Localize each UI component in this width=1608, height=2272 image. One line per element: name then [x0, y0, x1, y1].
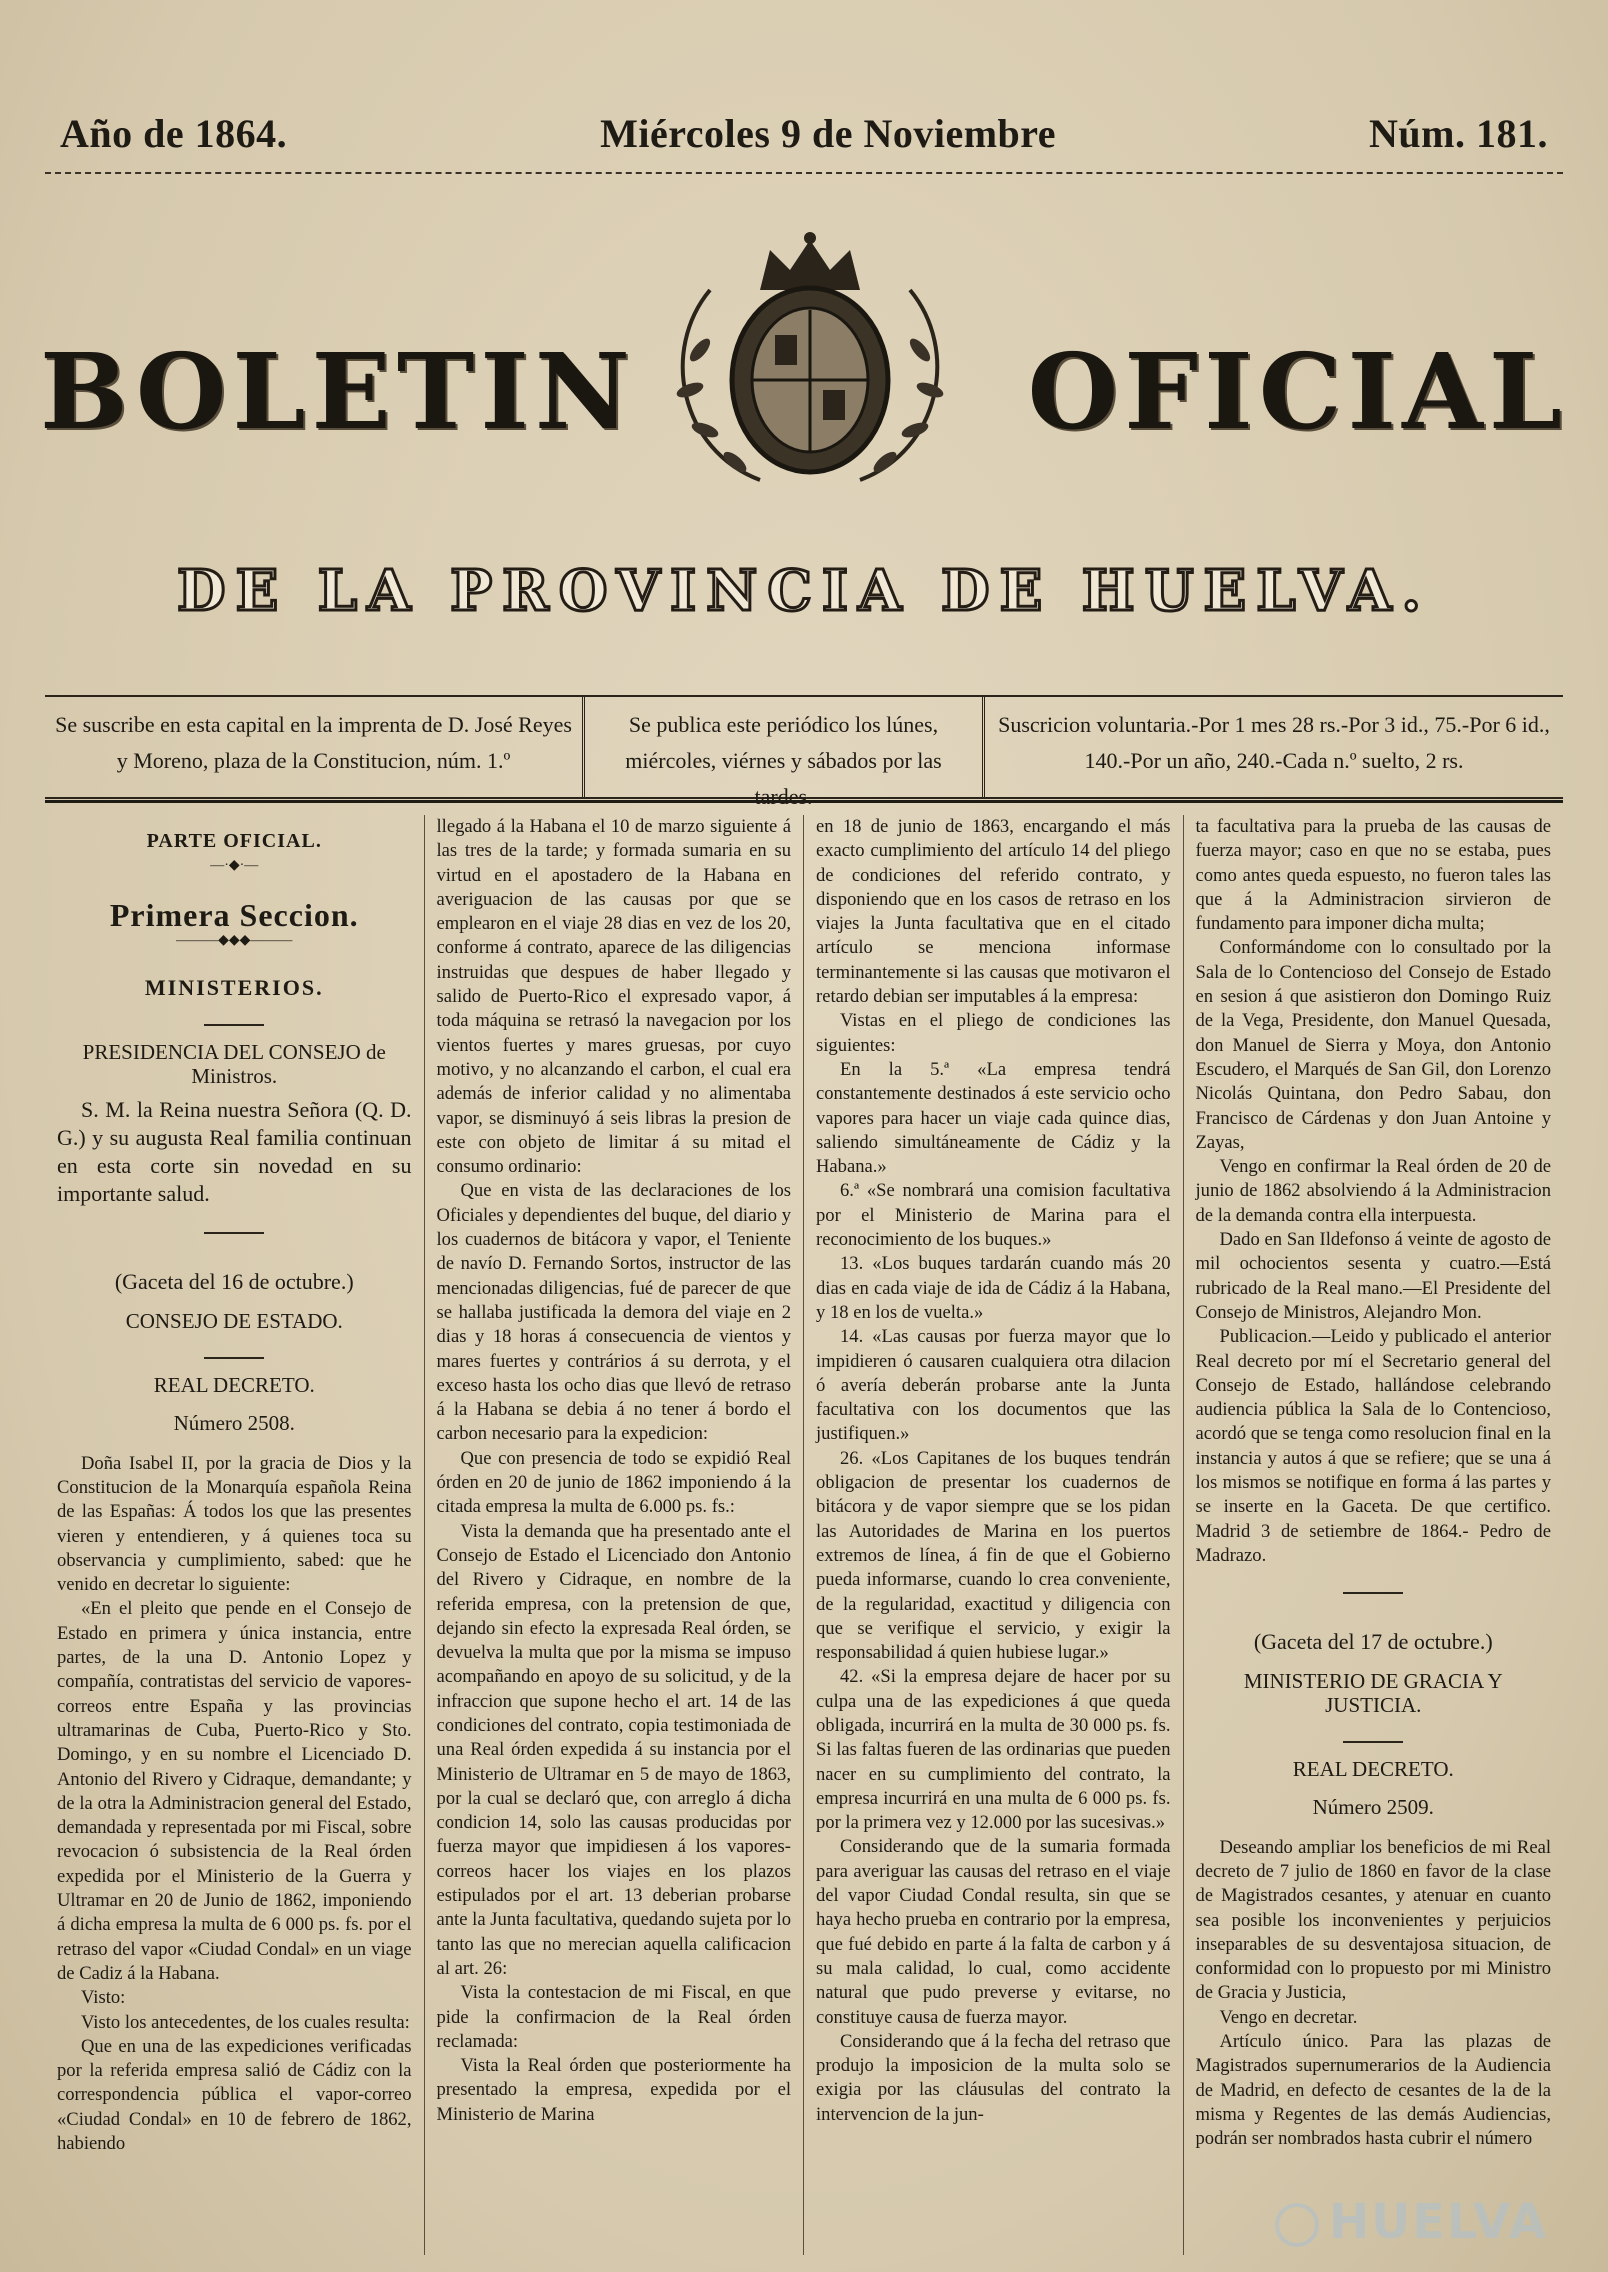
column-1 — [45, 815, 425, 2255]
masthead-word-left: BOLETIN — [40, 330, 636, 453]
paragraph: Que en vista de las declaraciones de los Oficiales y dependientes del buque, del diario y los cuadernos de bitácora y vapor, el Teniente de navío D. Fernando Sortos, instructor de las mencionadas diligencias, fué de parecer de que se hallaba justificada la demora del viaje en 2 dias y 18 horas á consecuencia de vientos y mares fuertes y contrários á su derrota, y el exceso hasta los ocho dias que llevó de retraso á la Habana se debia á no tener á bordo el carbon necesario para la expedicion: — [436, 1180, 791, 1445]
paragraph: Deseando ampliar los beneficios de mi Real decreto de 7 julio de 1860 en favor de la clase de Magistrados cesantes, y atenuar en cuanto sea posible los inconvenientes y perjuicios inseparables de su desventajosa situacion, de conformidad con lo propuesto por mi Ministro de Gracia y Justicia, — [1195, 1836, 1551, 2004]
subscription-band — [45, 695, 1563, 809]
presidency-heading: PRESIDENCIA DEL CONSEJO de Ministros. — [82, 1039, 386, 1089]
paragraph: Considerando que de la sumaria formada para averiguar las causas del retraso en el viaje del vapor Ciudad Condal resulta, sin que se haya hecho prueba en contrario por la empresa, que fué debido en parte á la falta de carbon y á su mala calidad, lo cual, como accidente natural que pudo preverse y evitarse, no constituye causa de fuerza mayor. — [816, 1836, 1171, 2028]
paragraph: «En el pleito que pende en el Consejo de Estado en primera y única instancia, entre partes, de la una D. Antonio Lopez y compañía, contratistas del servicio de vapores-correos entre España y las provincias ultramarinas de Cuba, Puerto-Rico y Sto. Domingo, y en su nombre el Licenciado D. Antonio del Rivero y Cidraque, demandante; y de la otra la Administracion general del Estado, demandada y representada por mi Fiscal, sobre revocacion ó subsistencia de la Real órden expedida por el Ministerio de la Guerra y Ultramar en 20 de Junio de 1862, imponiendo á dicha empresa la multa de 6 000 ps. fs. por el retraso del vapor «Ciudad Condal» en un viage de Cadiz á la Habana. — [57, 1598, 412, 1984]
masthead-subtitle: DE LA PROVINCIA DE HUELVA. — [177, 558, 1431, 624]
royal-crest-icon — [640, 230, 980, 500]
paragraph: Considerando que á la fecha del retraso que produjo la imposicion de la multa solo se exigia por las cláusulas del contrato la intervencion de la jun- — [816, 2030, 1171, 2125]
paragraph: Conformándome con lo consultado por la Sala de lo Contencioso del Consejo de Estado en sesion á que asistieron don Domingo Ruiz de la Vega, Presidente, don Manuel Quesada, don Manuel de Sierra y Moya, don Antonio Escudero, el Marqués de San Gil, don Lorenzo Nicolás Quintana, don Pedro Sabau, don Francisco de Cárdenas y don Juan Antoine y Zayas, — [1195, 937, 1551, 1153]
paragraph: Vengo en confirmar la Real órden de 20 de junio de 1862 absolviendo á la Administracion de la demanda contra ella interpuesta. — [1195, 1156, 1551, 1226]
paragraph: Artículo único. Para las plazas de Magistrados supernumerarios de la Audiencia de Madrid, en defecto de cesantes de la de la misma y Regentes de las demás Audiencias, podrán ser nombrados hasta cubrir el número — [1195, 2031, 1551, 2150]
dateline — [60, 108, 1548, 158]
watermark-text: HUELVA — [1329, 2194, 1548, 2250]
paragraph: Publicacion.—Leido y publicado el anterior Real decreto por mí el Secretario general del Consejo de Estado, hallándose celebrando audiencia pública la Sala de lo Contencioso, acordó que se tenga como resolucion final en la instancia y autos á que se refiere; que se una á los mismos se notifique en forma á las partes y se inserte en la Gaceta. De que certifico. Madrid 3 de setiembre de 1864.- Pedro de Madrazo. — [1195, 1326, 1551, 1566]
short-rule — [204, 1024, 264, 1026]
ornament: —·◆·— — [210, 858, 259, 874]
ornament: ———◆◆◆——— — [176, 932, 293, 948]
council-heading: CONSEJO DE ESTADO. — [125, 1308, 343, 1333]
band-divider — [45, 800, 1563, 803]
subscription-schedule: Se publica este periódico los lúnes, miércoles, viérnes y sábados por las tardes. — [585, 697, 985, 797]
archive-stamp-icon — [1275, 2203, 1319, 2247]
decree-heading: REAL DECRETO. — [1292, 1757, 1454, 1782]
short-rule — [1343, 1741, 1403, 1743]
paragraph: llegado á la Habana el 10 de marzo siguiente á las tres de la tarde; y formada sumaria en su virtud en el apostadero de la Habana en averiguacion de las causas por que se emplearon en el viaje 28 dias en vez de los 20, conforme á contrato, aparece de las diligencias instruidas que despues de haber llegado y salido de Puerto-Rico el expresado vapor, á toda máquina se retrasó la navegacion por los vientos fuertes y mares gruesas, por cuyo motivo, y no alcanzando el carbon, el cual era además de inferior calidad y no alimentaba vapor, se disminuyó á seis libras la presion de este con objeto de limitar á su mitad el consumo ordinario: — [436, 816, 791, 1178]
short-rule — [204, 1357, 264, 1359]
paragraph: Visto: — [81, 1987, 126, 2009]
issue-number: Núm. 181. — [1369, 110, 1548, 156]
paragraph: Visto los antecedentes, de los cuales resulta: — [81, 2011, 410, 2033]
paragraph: 26. «Los Capitanes de los buques tendrán obligacion de presentar los cuadernos de bitácora y de vapor siempre que se los pidan las Autoridades de Marina en los puertos extremos de línea, á fin de que el Gobierno pueda informarse, cuando lo crea conveniente, de la regularidad, exactitud y diligencia con que se verifique el servicio, y exigir la responsabilidad á quien hubiese lugar.» — [816, 1447, 1171, 1664]
paragraph: En la 5.ª «La empresa tendrá constantemente destinados á este servicio ocho vapores para hacer un viaje cada quince dias, saliendo simultáneamente de Cádiz y la Habana.» — [816, 1058, 1171, 1178]
issue-date: Miércoles 9 de Noviembre — [600, 110, 1057, 156]
subscription-where: Se suscribe en esta capital en la imprenta de D. José Reyes y Moreno, plaza de la Constitucion, núm. 1.º — [45, 697, 585, 797]
ministry-heading: MINISTERIO DE GRACIA Y JUSTICIA. — [1243, 1668, 1503, 1717]
masthead-word-right: OFICIAL — [1027, 330, 1568, 453]
paragraph: 13. «Los buques tardarán cuando más 20 dias en cada viaje de ida de Cádiz á la Habana, y 18 en los de vuelta.» — [816, 1253, 1171, 1323]
paragraph: Que con presencia de todo se expidió Real órden en 20 de junio de 1862 imponiendo á la citada empresa la multa de 6.000 ps. fs.: — [436, 1447, 791, 1518]
article-columns — [45, 815, 1563, 2255]
paragraph: Dado en San Ildefonso á veinte de agosto de mil ochocientos sesenta y cuatro.—Está rubricado de la Real mano.—El Presidente del Consejo de Ministros, Alejandro Mon. — [1195, 1229, 1551, 1323]
column-3 — [804, 815, 1184, 2255]
subscription-prices: Suscricion voluntaria.-Por 1 mes 28 rs.-Por 3 id., 75.-Por 6 id., 140.-Por un año, 240.-Cada n.º suelto, 2 rs. — [998, 712, 1550, 773]
decree-heading: REAL DECRETO. — [153, 1373, 315, 1398]
paragraph: Vista la Real órden que posteriormente ha presentado la empresa, expedida por el Ministerio de Marina — [436, 2055, 791, 2125]
ministries-heading: MINISTERIOS. — [144, 974, 324, 1000]
section-title: Primera Seccion. — [109, 897, 359, 934]
top-divider — [45, 172, 1563, 174]
paragraph: S. M. la Reina nuestra Señora (Q. D. G.) y su augusta Real familia continuan en esta corte sin novedad en su importante salud. — [57, 1097, 412, 1207]
paragraph: Doña Isabel II, por la gracia de Dios y la Constitucion de la Monarquía española Reina de las Españas: Á todos los que las presentes vieren y entendieren, y á quienes toca su observancia y cumplimiento, sabed: que he venido en decretar lo siguiente: — [57, 1452, 412, 1596]
decree-number: Número 2509. — [1312, 1795, 1434, 1820]
gaceta-date: (Gaceta del 16 de octubre.) — [114, 1269, 354, 1295]
paragraph: 14. «Las causas por fuerza mayor que lo impidieren ó causaren cualquiera otra dilacion ó avería deberán probarse ante la Junta facultativa con los documentos que las justifiquen.» — [816, 1326, 1171, 1445]
short-rule — [1343, 1592, 1403, 1594]
column-2 — [425, 815, 805, 2255]
paragraph: 42. «Si la empresa dejare de hacer por su culpa una de las expediciones á que queda obligada, incurrirá en la multa de 30 000 ps. fs. Si las faltas fueren de las ordinarias que pueden nacer en su cumplimiento del contrato, la empresa incurrirá en una multa de 6 000 ps. fs. por la primera vez y 12.000 por las sucesivas.» — [816, 1666, 1171, 1834]
paragraph: Vistas en el pliego de condiciones las siguientes: — [816, 1010, 1171, 1056]
paragraph: Que en una de las expediciones verificadas por la referida empresa salió de Cádiz con la correspondencia pública el vapor-correo «Ciudad Condal» en 10 de febrero de 1862, habiendo — [57, 2035, 412, 2154]
paragraph: ta facultativa para la prueba de las causas de fuerza mayor; caso en que no se estaba, pues como antes queda espuesto, no fueron tales las que á la Administracion sirvieron de fundamento para imponer dicha multa; — [1195, 816, 1551, 935]
gaceta-date: (Gaceta del 17 de octubre.) — [1253, 1629, 1493, 1655]
column-4 — [1184, 815, 1564, 2255]
issue-year: Año de 1864. — [60, 110, 288, 156]
paragraph: Vista la contestacion de mi Fiscal, en que pide la confirmacion de la Real órden reclamada: — [436, 1982, 791, 2052]
paragraph: en 18 de junio de 1863, encargando el más exacto cumplimiento del artículo 14 del pliego de condiciones del referido contrato, y disponiendo que en los casos de retraso en los viajes la Junta facultativa que en el citado artículo se menciona informase terminantemente si las causas que motivaron el retardo debian ser imputables á la empresa: — [816, 816, 1171, 1008]
paragraph: Vengo en decretar. — [1219, 2006, 1358, 2028]
archive-watermark — [1275, 2194, 1548, 2250]
paragraph: Vista la demanda que ha presentado ante el Consejo de Estado el Licenciado don Antonio del Rivero y Cidraque, en nombre de la referida empresa, con la pretension de que, dejando sin efecto la expresada Real órden, se devuelva la multa que por la misma se impuso acompañando en apoyo de su solicitud, y de la infraccion que supone hecho el art. 14 de las condiciones del contrato, copia testimoniada de una Real órden expedida á su instancia por el Ministerio de Ultramar en 5 de mayo de 1863, por la cual se declaró que, con arreglo á dicha condicion 14, solo las causas producidas por fuerza mayor que impidiesen á los vapores-correos hacer los viajes en los plazos estipulados por el art. 13 deberian probarse ante la Junta facultativa, quedando sujeta por lo tanto las que no merecian aquella calificacion al art. 26: — [436, 1520, 791, 1979]
masthead — [40, 230, 1568, 480]
short-rule — [204, 1232, 264, 1234]
section-label: PARTE OFICIAL. — [146, 830, 322, 852]
decree-number: Número 2508. — [173, 1411, 295, 1436]
paragraph: 6.ª «Se nombrará una comision facultativa por el Ministerio de Marina para el reconocimiento de los buques.» — [816, 1180, 1171, 1251]
